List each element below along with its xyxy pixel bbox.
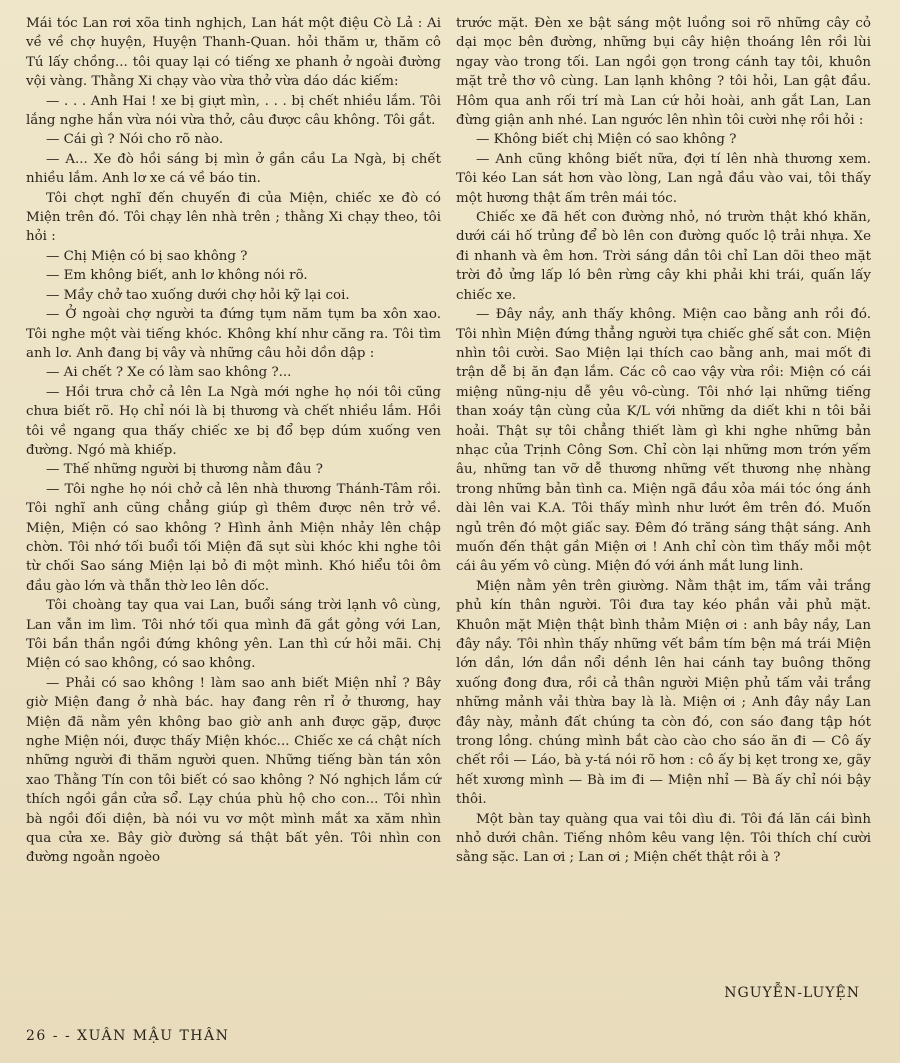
paragraph: — Chị Miện có bị sao không ?: [46, 248, 248, 264]
paragraph: — Không biết chị Miện có sao không ?: [476, 132, 737, 148]
paragraph: Miện nằm yên trên giường. Nằm thật im, tấm vải trắng phủ kín thân người. Tôi đưa tay kéo phần vải phủ mặt. Khuôn mặt Miện thật bình thảm Miện ơi : anh bây nầy, Lan đây nầy. Tôi nhìn thấy những vết bầm tím bện má trái Miện lớn dần, lớn dần nổi dềnh lên hai cánh tay buông thõng xuống đong đưa, rồi cả thân người Miện phủ tấm vải trắng những mảnh vải thừa bay là là. Miện ơi ; Anh đây nầy Lan đây này, mảnh đất chúng ta còn đó, con sáo đang tập hót trong lồng. chúng mình bắt cào cào cho sáo ăn đi — Cô ấy chết rồi — Láo, bà y-tá nói rõ hơn : cô ấy bị kẹt trong xe, gãy hết xương mình — Bà im đi — Miện nhỉ — Bà ấy chỉ nói bậy thôi.: [456, 578, 871, 808]
paragraph: — Đây nầy, anh thấy không. Miện cao bằng anh rồi đó. Tôi nhìn Miện đứng thẳng người tựa chiếc ghế sắt con. Miện nhìn tôi cười. Sao Miện lại thích cao bằng anh, mai mốt đi trận dễ bị ăn đạn lắm. Các cô cao vậy vừa rồi: Miện có cái miệng nũng-nịu dễ yêu vô-cùng. Tôi nhớ lại những tiếng than xoáy tận cùng của K/L với những da diết khi n tôi bải hoải. Thật sự tôi chẳng thiết làm gì khi nghe những bản nhạc của Trịnh Công Sơn. Chỉ còn lại những mơn trớn yếm âu, những tan vỡ dễ thương những vết thương nhẹ nhàng trong những bản tình ca. Miện ngã đầu xỏa mái tóc óng ánh dài lên vai K.A. Tôi thấy mình như lướt êm trên đó. Muốn ngủ trên đó một giấc say. Đêm đó trăng sáng thật sáng. Anh muốn đến thật gần Miện ơi ! Anh chỉ còn tìm thấy mỗi một cái âu yếm vô cùng. Miện đó với ánh mắt lung linh.: [456, 307, 871, 575]
paragraph: — Thế những người bị thương nằm đâu ?: [46, 462, 323, 478]
text-column-right: [456, 14, 871, 868]
paragraph: — Ở ngoài chợ người ta đứng tụm năm tụm ba xôn xao. Tôi nghe một vài tiếng khóc. Không khí như căng ra. Tôi tìm anh lơ. Anh đang bị vây và những câu hỏi dồn dập :: [26, 307, 441, 361]
paragraph: trước mặt. Đèn xe bật sáng một luồng soi rõ những cây cỏ dại mọc bên đường, những bụi cây hiện thoáng lên rồi lùi ngay vào trong tối. Lan ngồi gọn trong cánh tay tôi, khuôn mặt trẻ thơ vô cùng. Lan lạnh không ? tôi hỏi, Lan gật đầu. Hôm qua anh rối trí mà Lan cứ hỏi hoài, anh gắt Lan, Lan đừng giận anh nhé. Lan ngước lên nhìn tôi cười nhẹ rồi hỏi :: [456, 16, 871, 129]
paragraph: — Em không biết, anh lơ không nói rõ.: [46, 268, 308, 284]
paragraph: Một bàn tay quàng qua vai tôi dìu đi. Tôi đá lăn cái bình nhỏ dưới chân. Tiếng nhôm kêu vang lện. Tôi thích chí cười sằng sặc. Lan ơi ; Lan ơi ; Miện chết thật rồi à ?: [456, 811, 871, 866]
paragraph: Tôi chợt nghĩ đến chuyến đi của Miện, chiếc xe đò có Miện trên đó. Tôi chạy lên nhà trên ; thằng Xi chạy theo, tôi hỏi :: [26, 190, 441, 245]
text-column-left: [26, 14, 441, 868]
author-signature: NGUYỄN-LUYỆN: [724, 985, 860, 1001]
paragraph: — Ai chết ? Xe có làm sao không ?...: [46, 365, 292, 381]
paragraph: Mái tóc Lan rơi xõa tinh nghịch, Lan hát một điệu Cò Lả : Ai về về chợ huyện, Huyện Thanh-Quan. hỏi thăm ư, thăm cô Tú lấy chồng... tôi quay lại có tiếng xe phanh ở ngoài đường vội vàng. Thằng Xi chạy vào vừa thở vừa dáo dác kiếm:: [26, 16, 441, 90]
paragraph: Chiếc xe đã hết con đường nhỏ, nó trườn thật khó khăn, dưới cái hố trủng để bò lên con đường quốc lộ trải nhựa. Xe đi nhanh và êm hơn. Trời sáng dần tôi chỉ Lan dõi theo mặt trời đỏ ửng lấp ló bên rừng cây khi phải khi trái, quấn lấy chiếc xe.: [456, 210, 871, 303]
paragraph: — Cái gì ? Nói cho rõ nào.: [46, 132, 224, 148]
paragraph: — Phải có sao không ! làm sao anh biết Miện nhỉ ? Bây giờ Miện đang ở nhà bác. hay đang rên rỉ ở thương, hay Miện đã nằm yên không bao giờ anh anh được gặp, được nghe Miện nói, được thấy Miện khóc... Chiếc xe cá chật ních những người đi thăm người quen. Những tiếng bàn tán xôn xao Thằng Tín con tôi biết có sao không ? Nó nghịch lắm cứ thích ngồi gần cửa sổ. Lạy chúa phù hộ cho con... Tôi nhìn bà ngồi đối diện, bà nói vu vơ một mình mắt xa xăm nhìn qua cửa xe. Bây giờ đường sá thật bất yên. Tôi nhìn con đường ngoằn ngoèo: [26, 675, 441, 866]
paragraph: — Hồi trưa chở cả lên La Ngà mới nghe họ nói tôi cũng chưa biết rõ. Họ chỉ nói là bị thương và chết nhiều lắm. Hồi tôi về ngang qua thấy chiếc xe bị đổ bẹp dúm xuống ven đường. Ngó mà khiếp.: [26, 384, 441, 458]
paragraph: — Anh cũng không biết nữa, đợi tí lên nhà thương xem. Tôi kéo Lan sát hơn vào lòng, Lan ngả đầu vào vai, tôi thấy một hương thật ấm trên mái tóc.: [456, 151, 871, 206]
page-footer: 26 - - XUÂN MẬU THÂN: [26, 1028, 230, 1044]
paragraph: — Tôi nghe họ nói chở cả lên nhà thương Thánh-Tâm rồi. Tôi nghĩ anh cũng chẳng giúp gì thêm được nên trở về. Miện, Miện có sao không ? Hình ảnh Miện nhảy lên chập chờn. Tôi nhớ tối buổi tối Miện đã sụt sùi khóc khi nghe tôi từ chối Sao sáng Miện lại bỏ đi một mình. Khó hiểu tôi ôm đầu gào lớn và thẫn thờ leo lên dốc.: [26, 481, 441, 594]
paragraph: — Mầy chở tao xuống dưới chợ hỏi kỹ lại coi.: [46, 287, 350, 303]
paragraph: Tôi choàng tay qua vai Lan, buổi sáng trời lạnh vô cùng, Lan vẫn im lìm. Tôi nhớ tối qua mình đã gắt gỏng với Lan, Tôi bần thần ngồi đứng không yên. Lan thì cứ hỏi mãi. Chị Miện có sao không, có sao không.: [26, 598, 441, 672]
paragraph: — . . . Anh Hai ! xe bị giựt mìn, . . . bị chết nhiều lắm. Tôi lắng nghe hắn vừa nói vừa thở, câu được câu không. Tôi gắt.: [26, 93, 441, 129]
paragraph: — A... Xe đò hồi sáng bị mìn ở gần cầu La Ngà, bị chết nhiều lắm. Anh lơ xe cá về báo tin.: [26, 151, 441, 187]
